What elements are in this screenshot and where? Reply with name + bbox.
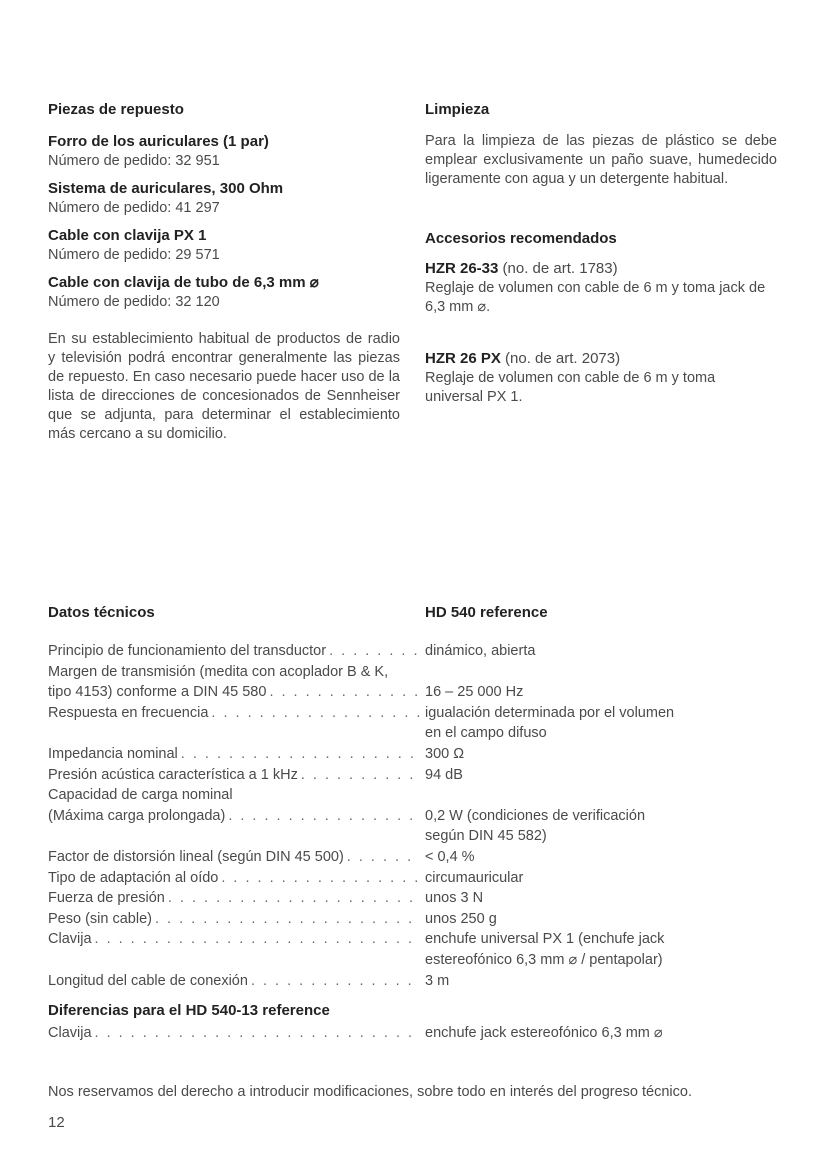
spare-part-title: Sistema de auriculares, 300 Ohm	[48, 180, 284, 197]
spec-row	[48, 682, 778, 703]
spec-row	[48, 785, 778, 806]
spec-label: Longitud del cable de conexión	[48, 972, 248, 989]
leader-dots	[218, 868, 420, 889]
spec-label-cell	[48, 723, 420, 744]
spec-label-cell	[48, 888, 420, 909]
spec-value: enchufe jack estereofónico 6,3 mm ⌀	[425, 1025, 663, 1042]
spec-row	[48, 806, 778, 827]
leader-dots	[92, 929, 420, 950]
leader-dots	[178, 744, 420, 765]
spec-row	[48, 641, 778, 662]
spec-row	[48, 723, 778, 744]
leader-dots	[225, 806, 420, 827]
spec-row	[48, 868, 778, 889]
spec-label-cell	[48, 826, 420, 847]
spec-row	[48, 826, 778, 847]
spare-part-title: Cable con clavija de tubo de 6,3 mm ⌀	[48, 274, 319, 291]
accessory-name: HZR 26 PX	[425, 350, 501, 367]
spec-table	[48, 641, 778, 991]
leader-dots	[152, 909, 420, 930]
spec-label: Margen de transmisión (medita con acoplador B & K,	[48, 663, 389, 680]
cleaning-text: Para la limpieza de las piezas de plástico se debe emplear exclusivamente un paño suave, humedecido ligeramente con agua y un detergente habitual.	[425, 133, 777, 187]
leader-dots	[266, 682, 420, 703]
leader-dots	[344, 847, 420, 868]
leader-dots	[248, 971, 420, 992]
spec-label-cell	[48, 1023, 420, 1044]
leader-dots	[165, 888, 420, 909]
spec-row	[48, 971, 778, 992]
spec-label-cell	[48, 765, 420, 786]
spec-label-cell	[48, 806, 420, 827]
spec-label: Peso (sin cable)	[48, 910, 152, 927]
spec-value: circumauricular	[425, 869, 524, 886]
accessory-description: Reglaje de volumen con cable de 6 m y toma jack de 6,3 mm ⌀.	[425, 280, 766, 315]
differences-table	[48, 1023, 778, 1044]
spec-row	[48, 1023, 778, 1044]
spec-label: Principio de funcionamiento del transductor	[48, 643, 327, 659]
differences-heading: Diferencias para el HD 540-13 reference	[48, 1002, 330, 1020]
spare-part-order: Número de pedido: 29 571	[48, 247, 220, 263]
accessory-item	[425, 349, 777, 407]
spec-value	[425, 662, 775, 683]
spare-parts-section	[48, 100, 400, 444]
cleaning-heading: Limpieza	[425, 101, 490, 118]
spec-label: Factor de distorsión lineal (según DIN 45 500)	[48, 848, 344, 865]
spec-value: enchufe universal PX 1 (enchufe jack	[425, 931, 665, 948]
technical-data-header	[48, 603, 778, 627]
technical-data-heading: Datos técnicos	[48, 604, 155, 621]
spec-label-cell	[48, 950, 420, 971]
leader-dots	[298, 765, 420, 786]
spec-label-cell	[48, 662, 420, 683]
accessory-name: HZR 26-33	[425, 260, 499, 277]
leader-dots	[326, 641, 420, 662]
spec-value: < 0,4 %	[425, 848, 475, 865]
spec-value: en el campo difuso	[425, 725, 547, 742]
spec-value: 16 – 25 000 Hz	[425, 684, 524, 701]
spec-label-cell	[48, 929, 420, 950]
spec-label-cell	[48, 868, 420, 889]
accessory-art-number: (no. de art. 2073)	[505, 350, 621, 367]
spec-label-cell	[48, 785, 420, 806]
spec-value: 3 m	[425, 972, 450, 989]
spec-label-cell	[48, 682, 420, 703]
cleaning-accessories-section	[425, 100, 777, 415]
spare-part-item	[48, 179, 400, 218]
page-number: 12	[48, 1114, 65, 1131]
spec-label: Impedancia nominal	[48, 745, 178, 762]
accessory-description: Reglaje de volumen con cable de 6 m y toma universal PX 1.	[425, 370, 716, 405]
spec-label: Clavija	[48, 1025, 92, 1042]
spec-label: tipo 4153) conforme a DIN 45 580	[48, 684, 267, 701]
spare-part-title: Forro de los auriculares (1 par)	[48, 133, 269, 150]
spare-parts-paragraph: En su establecimiento habitual de productos de radio y televisión podrá encontrar generalmente las piezas de repuesto. En caso necesario puede hacer uso de la lista de direcciones de concesionados de Sennheiser que se adjunta, para determinar el establecimiento más cercano a su domicilio.	[48, 331, 400, 442]
spare-parts-heading: Piezas de repuesto	[48, 101, 184, 118]
spec-row	[48, 847, 778, 868]
spec-row	[48, 929, 778, 950]
footer-note: Nos reservamos del derecho a introducir modificaciones, sobre todo en interés del progreso técnico.	[48, 1084, 692, 1100]
spec-label-cell	[48, 641, 420, 662]
leader-dots	[208, 703, 420, 724]
accessory-item	[425, 259, 777, 317]
spec-label-cell	[48, 847, 420, 868]
spec-label-cell	[48, 744, 420, 765]
spec-value: 300 Ω	[425, 745, 465, 762]
spec-row	[48, 765, 778, 786]
spec-value: según DIN 45 582)	[425, 828, 547, 845]
spec-value: unos 3 N	[425, 890, 484, 907]
spec-row	[48, 950, 778, 971]
spec-row	[48, 662, 778, 683]
spec-value	[425, 785, 775, 806]
spare-part-item	[48, 132, 400, 171]
spec-value: estereofónico 6,3 mm ⌀ / pentapolar)	[425, 951, 663, 968]
spec-value: 94 dB	[425, 766, 463, 783]
model-heading: HD 540 reference	[425, 604, 548, 621]
accessory-art-number: (no. de art. 1783)	[502, 260, 618, 277]
spec-label: Respuesta en frecuencia	[48, 704, 209, 721]
spec-label: Tipo de adaptación al oído	[48, 869, 219, 886]
spec-label: (Máxima carga prolongada)	[48, 807, 226, 824]
spec-value: igualación determinada por el volumen	[425, 704, 675, 721]
spare-part-order: Número de pedido: 41 297	[48, 200, 220, 216]
spec-value: dinámico, abierta	[425, 643, 536, 659]
spec-label-cell	[48, 971, 420, 992]
spare-part-title: Cable con clavija PX 1	[48, 227, 207, 244]
spare-part-item	[48, 226, 400, 265]
spec-label: Fuerza de presión	[48, 890, 165, 907]
spec-label-cell	[48, 703, 420, 724]
spare-part-order: Número de pedido: 32 120	[48, 294, 220, 310]
accessories-heading: Accesorios recomendados	[425, 230, 617, 247]
leader-dots	[92, 1023, 420, 1044]
spare-part-item	[48, 273, 400, 312]
spec-row	[48, 888, 778, 909]
spec-row	[48, 744, 778, 765]
spec-value: 0,2 W (condiciones de verificación	[425, 807, 646, 824]
spec-label-cell	[48, 909, 420, 930]
spec-row	[48, 909, 778, 930]
spec-label: Capacidad de carga nominal	[48, 787, 233, 804]
technical-data-section	[48, 603, 778, 1044]
spec-label: Presión acústica característica a 1 kHz	[48, 766, 298, 783]
spare-part-order: Número de pedido: 32 951	[48, 153, 220, 169]
spec-value: unos 250 g	[425, 910, 497, 927]
spec-label: Clavija	[48, 931, 92, 948]
spec-row	[48, 703, 778, 724]
